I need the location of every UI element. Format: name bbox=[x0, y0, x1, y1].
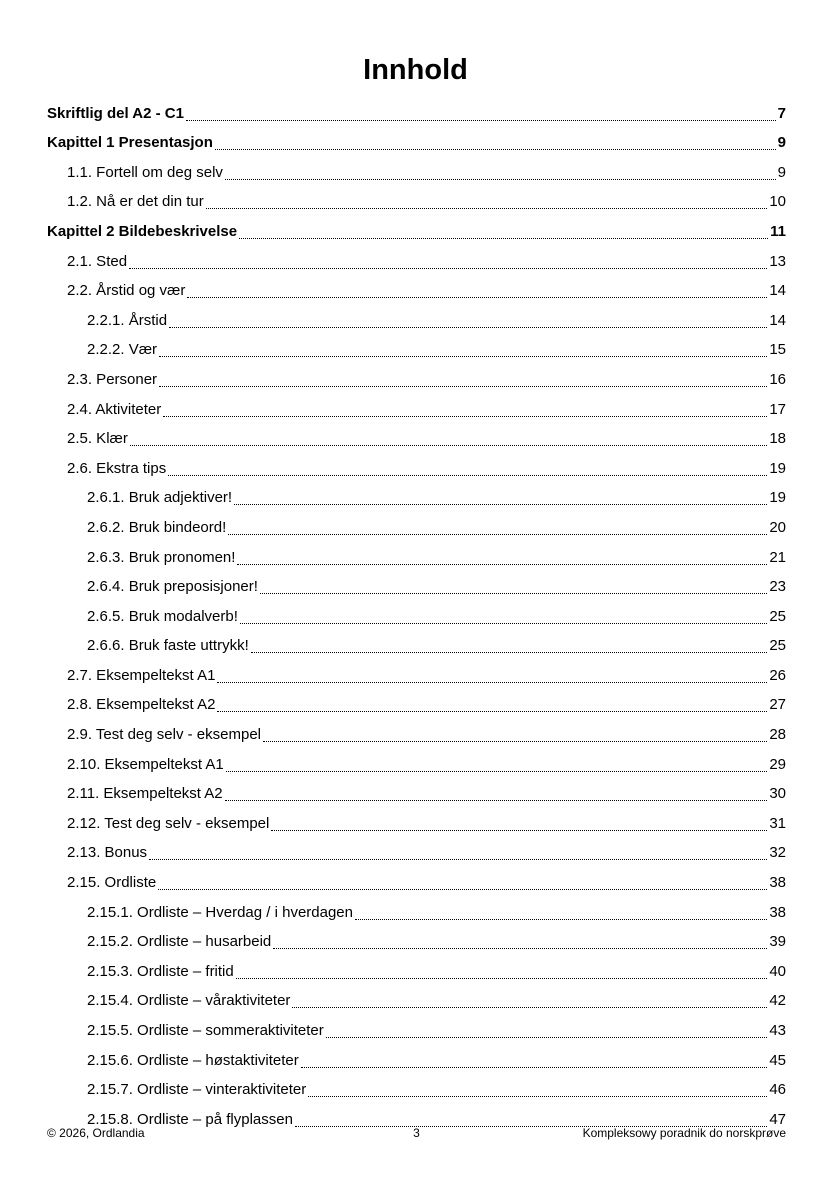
toc-entry-page-number: 9 bbox=[777, 163, 786, 181]
dot-leader bbox=[301, 1067, 768, 1068]
toc-entry-label: 2.15.6. Ordliste – høstaktiviteter bbox=[87, 1051, 299, 1069]
toc-entry[interactable] bbox=[47, 392, 786, 422]
dot-leader bbox=[159, 356, 767, 357]
toc-entry-label: 2.15.7. Ordliste – vinteraktiviteter bbox=[87, 1081, 307, 1099]
footer-copyright: © 2026, Ordlandia bbox=[47, 1126, 145, 1140]
toc-entry-label: 1.1. Fortell om deg selv bbox=[67, 163, 223, 181]
toc-entry[interactable] bbox=[47, 510, 786, 540]
toc-entry-label: 2.10. Eksempeltekst A1 bbox=[67, 755, 224, 773]
toc-entry-label: Kapittel 1 Presentasjon bbox=[47, 134, 213, 152]
toc-entry[interactable] bbox=[47, 570, 786, 600]
toc-entry-page-number: 25 bbox=[769, 607, 786, 625]
toc-entry[interactable] bbox=[47, 1043, 786, 1073]
toc-entry-page-number: 18 bbox=[769, 430, 786, 448]
toc-entry[interactable] bbox=[47, 274, 786, 304]
toc-entry[interactable] bbox=[47, 333, 786, 363]
dot-leader bbox=[251, 652, 768, 653]
dot-leader bbox=[273, 948, 767, 949]
toc-entry-label: 2.12. Test deg selv - eksempel bbox=[67, 814, 270, 832]
toc-entry-page-number: 7 bbox=[777, 104, 786, 122]
toc-entry-label: 2.13. Bonus bbox=[67, 844, 148, 862]
toc-entry-page-number: 17 bbox=[769, 400, 786, 418]
toc-entry-page-number: 21 bbox=[769, 548, 786, 566]
toc-entry-label: 2.2.2. Vær bbox=[87, 341, 158, 359]
toc-entry[interactable] bbox=[47, 658, 786, 688]
toc-entry[interactable] bbox=[47, 599, 786, 629]
dot-leader bbox=[260, 593, 767, 594]
toc-entry[interactable] bbox=[47, 481, 786, 511]
dot-leader bbox=[240, 623, 767, 624]
table-of-contents bbox=[47, 96, 786, 1132]
toc-entry[interactable] bbox=[47, 836, 786, 866]
toc-entry-label: 2.6.3. Bruk pronomen! bbox=[87, 548, 236, 566]
toc-entry[interactable] bbox=[47, 303, 786, 333]
toc-entry-page-number: 26 bbox=[769, 666, 786, 684]
dot-leader bbox=[186, 120, 776, 121]
toc-entry[interactable] bbox=[47, 126, 786, 156]
dot-leader bbox=[169, 327, 767, 328]
dot-leader bbox=[168, 475, 767, 476]
dot-leader bbox=[237, 564, 767, 565]
toc-entry-page-number: 14 bbox=[769, 282, 786, 300]
dot-leader bbox=[234, 504, 767, 505]
toc-entry[interactable] bbox=[47, 362, 786, 392]
toc-entry-page-number: 19 bbox=[769, 489, 786, 507]
toc-entry[interactable] bbox=[47, 244, 786, 274]
toc-entry-label: 2.7. Eksempeltekst A1 bbox=[67, 666, 216, 684]
toc-entry[interactable] bbox=[47, 925, 786, 955]
dot-leader bbox=[225, 179, 776, 180]
dot-leader bbox=[308, 1096, 767, 1097]
toc-entry-page-number: 31 bbox=[769, 814, 786, 832]
toc-entry-label: 2.6.1. Bruk adjektiver! bbox=[87, 489, 233, 507]
dot-leader bbox=[129, 268, 767, 269]
toc-entry-label: 1.2. Nå er det din tur bbox=[67, 193, 204, 211]
toc-entry[interactable] bbox=[47, 806, 786, 836]
dot-leader bbox=[355, 919, 767, 920]
toc-entry-label: 2.6. Ekstra tips bbox=[67, 459, 167, 477]
toc-entry[interactable] bbox=[47, 747, 786, 777]
toc-entry-label: 2.3. Personer bbox=[67, 370, 158, 388]
toc-entry-page-number: 11 bbox=[770, 222, 786, 240]
toc-entry[interactable] bbox=[47, 865, 786, 895]
toc-entry-label: 2.5. Klær bbox=[67, 430, 128, 448]
toc-entry-page-number: 16 bbox=[769, 370, 786, 388]
toc-entry-page-number: 28 bbox=[769, 726, 786, 744]
toc-entry[interactable] bbox=[47, 688, 786, 718]
dot-leader bbox=[206, 208, 768, 209]
toc-entry-label: Kapittel 2 Bildebeskrivelse bbox=[47, 222, 238, 240]
toc-entry-page-number: 43 bbox=[769, 1022, 786, 1039]
footer-book-title: Kompleksowy poradnik do norskprøve bbox=[582, 1126, 786, 1140]
toc-entry-page-number: 45 bbox=[769, 1051, 786, 1069]
page-title: Innhold bbox=[363, 54, 468, 86]
toc-entry-page-number: 15 bbox=[769, 341, 786, 359]
dot-leader bbox=[215, 149, 776, 150]
toc-entry-label: 2.4. Aktiviteter bbox=[67, 400, 162, 418]
dot-leader bbox=[263, 741, 767, 742]
dot-leader bbox=[292, 1007, 767, 1008]
toc-entry[interactable] bbox=[47, 96, 786, 126]
toc-entry-page-number: 29 bbox=[769, 755, 786, 773]
toc-entry[interactable] bbox=[47, 629, 786, 659]
toc-entry[interactable] bbox=[47, 1013, 786, 1043]
toc-entry-page-number: 10 bbox=[769, 193, 786, 211]
toc-entry-page-number: 46 bbox=[769, 1081, 786, 1099]
toc-entry[interactable] bbox=[47, 1073, 786, 1103]
toc-entry-label: 2.15.8. Ordliste – på flyplassen bbox=[87, 1110, 293, 1128]
toc-entry[interactable] bbox=[47, 777, 786, 807]
dot-leader bbox=[149, 859, 767, 860]
dot-leader bbox=[217, 682, 767, 683]
dot-leader bbox=[326, 1037, 768, 1038]
toc-entry-label: Skriftlig del A2 - C1 bbox=[47, 104, 184, 122]
toc-entry-page-number: 38 bbox=[769, 903, 786, 921]
toc-entry-label: 2.6.2. Bruk bindeord! bbox=[87, 518, 227, 536]
toc-entry-label: 2.15.1. Ordliste – Hverdag / i hverdagen bbox=[87, 903, 353, 921]
toc-entry-label: 2.9. Test deg selv - eksempel bbox=[67, 726, 261, 744]
toc-entry-page-number: 14 bbox=[769, 311, 786, 329]
dot-leader bbox=[187, 297, 767, 298]
toc-entry-page-number: 47 bbox=[769, 1110, 786, 1128]
toc-entry-page-number: 9 bbox=[777, 134, 786, 152]
dot-leader bbox=[159, 386, 767, 387]
toc-entry-label: 2.8. Eksempeltekst A2 bbox=[67, 696, 216, 714]
dot-leader bbox=[239, 238, 768, 239]
toc-entry-label: 2.2.1. Årstid bbox=[87, 311, 168, 329]
toc-entry[interactable] bbox=[47, 540, 786, 570]
toc-entry[interactable] bbox=[47, 451, 786, 481]
toc-entry-page-number: 20 bbox=[769, 518, 786, 536]
toc-entry-page-number: 42 bbox=[769, 992, 786, 1010]
toc-entry-page-number: 30 bbox=[769, 785, 786, 803]
dot-leader bbox=[163, 416, 767, 417]
toc-entry-label: 2.15.2. Ordliste – husarbeid bbox=[87, 933, 272, 951]
dot-leader bbox=[236, 978, 768, 979]
dot-leader bbox=[130, 445, 767, 446]
footer-page-number: 3 bbox=[413, 1126, 420, 1140]
toc-entry-label: 2.1. Sted bbox=[67, 252, 128, 270]
toc-entry-page-number: 23 bbox=[769, 578, 786, 596]
toc-entry-label: 2.6.6. Bruk faste uttrykk! bbox=[87, 637, 249, 655]
toc-entry-page-number: 13 bbox=[769, 252, 786, 270]
dot-leader bbox=[158, 889, 767, 890]
dot-leader bbox=[228, 534, 767, 535]
toc-entry-page-number: 19 bbox=[769, 459, 786, 477]
dot-leader bbox=[226, 771, 768, 772]
toc-entry-label: 2.6.5. Bruk modalverb! bbox=[87, 607, 238, 625]
toc-entry-page-number: 32 bbox=[769, 844, 786, 862]
page-footer bbox=[47, 1126, 786, 1140]
toc-entry-label: 2.2. Årstid og vær bbox=[67, 282, 186, 300]
toc-entry-label: 2.11. Eksempeltekst A2 bbox=[67, 785, 223, 803]
toc-entry-label: 2.15.4. Ordliste – våraktiviteter bbox=[87, 992, 291, 1010]
toc-entry-label: 2.6.4. Bruk preposisjoner! bbox=[87, 578, 258, 596]
toc-entry[interactable] bbox=[47, 155, 786, 185]
toc-entry[interactable] bbox=[47, 422, 786, 452]
toc-entry-page-number: 39 bbox=[769, 933, 786, 951]
toc-entry[interactable] bbox=[47, 895, 786, 925]
toc-entry-page-number: 25 bbox=[769, 637, 786, 655]
toc-entry-label: 2.15.5. Ordliste – sommeraktiviteter bbox=[87, 1022, 324, 1039]
dot-leader bbox=[271, 830, 767, 831]
dot-leader bbox=[217, 711, 767, 712]
toc-entry[interactable] bbox=[47, 717, 786, 747]
dot-leader bbox=[225, 800, 768, 801]
toc-entry[interactable] bbox=[47, 954, 786, 984]
toc-entry-label: 2.15.3. Ordliste – fritid bbox=[87, 962, 234, 980]
toc-entry-label: 2.15. Ordliste bbox=[67, 874, 157, 892]
toc-entry-page-number: 38 bbox=[769, 874, 786, 892]
toc-entry[interactable] bbox=[47, 185, 786, 215]
toc-entry[interactable] bbox=[47, 214, 786, 244]
toc-entry-page-number: 27 bbox=[769, 696, 786, 714]
toc-entry-page-number: 40 bbox=[769, 962, 786, 980]
toc-entry[interactable] bbox=[47, 984, 786, 1014]
